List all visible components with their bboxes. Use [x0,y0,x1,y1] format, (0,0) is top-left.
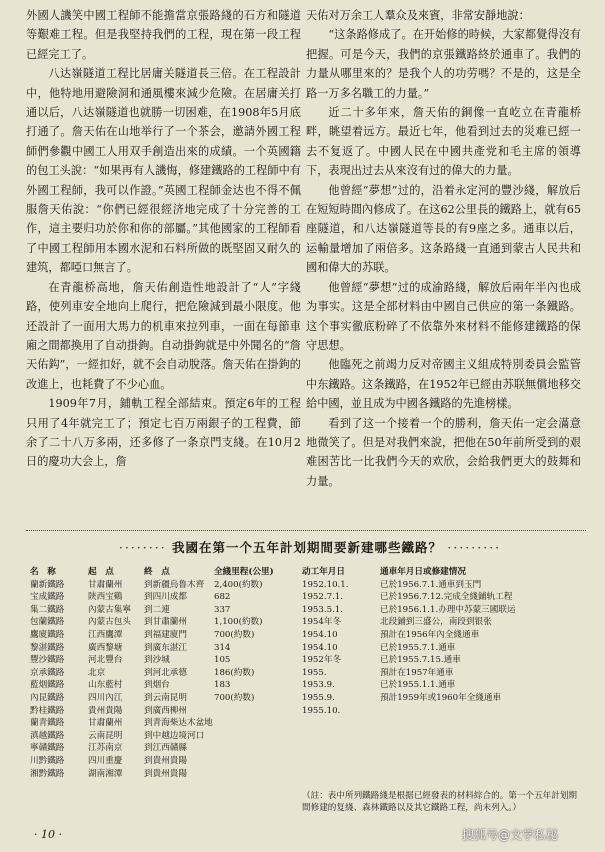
line-length: 337 [214,604,231,615]
table-row [30,629,590,642]
paragraph: 天佑对万余工人羣众及來賓，非常安靜地說： [306,9,530,22]
status: 已於1955.7.15.通車 [380,655,461,666]
table-row [30,679,590,692]
end-point: 到沙城 [144,655,170,666]
line-length: 183 [214,680,231,691]
end-point: 到中越边境河口 [144,730,205,741]
end-point: 到福建廈門 [144,629,187,640]
line-length: 2,400(約数) [214,579,263,590]
railway-name: 鷹廈鐵路 [30,629,65,640]
railway-name: 蘭新鐵路 [30,579,65,590]
table-row [30,604,590,617]
line-length: 682 [214,592,231,603]
paragraph: 他臨死之前竭力反对帝國主义組成特別委員会監管中东鐵路。这条鐵路，在1952年已經由苏联無償地移交給中國，並且成为中國各鐵路的先進榜樣。 [306,358,581,411]
railway-name: 滇越鐵路 [30,730,65,741]
status: 預計1959年或1960年全綫通車 [380,692,502,703]
end-point: 到河北承德 [144,667,187,678]
left-column [26,6,301,472]
railway-name: 內昆鐵路 [30,692,65,703]
table-row [30,616,590,629]
start-date: 1954年冬 [302,617,342,628]
title-dots-left: ········ [118,540,167,555]
railway-name: 蘭青鐵路 [30,718,65,729]
title-dots-right: ········· [447,540,502,555]
status: 已於1956.7.1.通車到玉門 [380,579,482,590]
paragraph: 八达嶺隧道工程比居庸关隧道長三倍。在工程設計中，他特地用避險洞和通風樓來減少危險。在居庸关打通以后，八达嶺隧道也就勝一切困难，在1908年5月底打通了。詹天佑在山地举行了一个茶会，邀請外國工程師們參觀中國工人用双手創造出來的成績。一个英國籍的包工头說：“如果再有人譏悔，修建鐵路的工程師中有外國工程師，我可以作證。”英國工程師金达也不得不佩服詹天佑說：“你們已經很經济地完成了十分完善的工作，這主要归功於你和你的部屬。”其他國家的工程師看了中國工程師用本國水泥和石料所做的既堅固又耐久的建筑，都啞口無言了。 [26,67,301,275]
start-point: 內蒙古包头 [88,617,131,628]
right-column [306,6,581,491]
line-length: 1,100(約数) [214,617,263,628]
railway-name: 豐沙鐵路 [30,655,65,666]
end-point: 到新疆烏鲁木齊 [144,579,205,590]
line-length: 105 [214,655,231,666]
railway-name: 川黔鐵路 [30,755,65,766]
railway-table [30,566,590,780]
start-date: 1953.9. [302,680,335,691]
end-point: 到廣西柳州 [144,705,187,716]
paragraph: 他曾經“夢想”过的成渝路綫，解放后兩年半內也成为事实。这是全部材料由中國自己供应的第一条鐵路。这个事实徹底粉碎了不依靠外來材料不能修建鐵路的保守思想。 [306,280,581,352]
end-point: 到烟台 [144,680,170,691]
end-point: 到貴州貴陽 [144,755,187,766]
table-row [30,692,590,705]
start-date: 1955. [302,667,327,678]
start-point: 江苏南京 [88,743,123,754]
railway-name: 湘黔鐵路 [30,768,65,779]
header-start: 起 点 [88,567,114,577]
table-row [30,768,590,781]
paragraph: 近二十多年來，詹天佑的銅像一直屹立在青龍桥畔，眺望着远方。最近七年，他看到过去的災难已經一去不复返了。中國人民在中國共產党和毛主席的領導下，表現出过去从來沒有过的偉大的力量。 [306,106,581,178]
status: 已於1956.1.1.办理中苏蒙三國联运 [380,604,516,615]
start-date: 1954.10 [302,642,338,653]
end-point: 到云南昆明 [144,692,187,703]
end-point: 到青海柴达木盆地 [144,718,213,729]
start-point: 河北豐台 [88,655,123,666]
header-length: 全綫里程(公里) [214,567,274,577]
table-title [30,538,590,556]
line-length: 314 [214,642,231,653]
start-point: 陝西宝鷄 [88,592,123,603]
start-point: 四川重慶 [88,755,123,766]
start-point: 湖南湘潭 [88,768,123,779]
end-point: 到四川成都 [144,592,187,603]
header-status: 通車年月日或修建情况 [380,567,466,577]
start-date: 1952年冬 [302,655,342,666]
status: 已於1956.7.12.完成全綫鋪轨工程 [380,592,513,603]
header-start-date: 动工年月日 [302,567,345,577]
status: 北段鋪到三盛公，南段到银张 [380,617,492,628]
line-length: 186(約数) [214,667,255,678]
paragraph: 1909年7月，鋪軌工程全部結束。預定6年的工程只用了4年就完工了；預定七百万兩銀子的工程費，節余了二十八万多兩，还多修了一条京門支綫。在10月2日的慶功大会上，詹 [26,397,301,469]
status: 預計在1957年通車 [380,667,454,678]
paragraph: 看到了这一个接着一个的勝利，詹天佑一定会滿意地微笑了。但是对我們來說，把他在50年前所受到的艰难困苦比一比我們今天的欢欣，会給我們更大的鼓舞和力量。 [306,416,581,488]
table-row [30,667,590,680]
table-row [30,642,590,655]
start-point: 江西鷹潭 [88,629,123,640]
paragraph: 外國人譏笑中國工程師不能擔當京張路綫的石方和隧道等艱难工程。但是我堅持我們的工程，現在第一段工程已經完工了。 [26,9,301,61]
start-point: 云南昆明 [88,730,123,741]
table-row [30,579,590,592]
section-divider [26,530,586,531]
end-point: 到江西贛縣 [144,743,187,754]
start-point: 四川內江 [88,692,123,703]
table-row [30,730,590,743]
table-row [30,755,590,768]
railway-name: 藍烟鐵路 [30,680,65,691]
paragraph: 在青龍桥高地，詹天佑創造性地設計了“人”字綫路，使列車安全地向上爬行，把危險減到最小限度。他还設計了一面用大馬力的机車來拉列車，一面在每節車廂之間都換用了自动掛鉤。自动掛鉤就是中外聞名的“詹天佑鈎”，一經扣好，就不会自动脫落。詹天佑在掛鉤的改進上，也耗費了不少心血。 [26,280,301,391]
start-point: 山东藍村 [88,680,123,691]
railway-name: 宝成鐵路 [30,592,65,603]
table-row [30,705,590,718]
start-date: 1953.5.1. [302,604,344,615]
start-date: 1952.7.1. [302,592,344,603]
start-point: 甘肅蘭州 [88,718,123,729]
start-date: 1954.10 [302,629,338,640]
end-point: 到貴州貴陽 [144,768,187,779]
table-title-text: 我國在第一个五年計划期間要新建哪些鐵路？ [172,540,443,555]
paragraph: “这条路修成了。在开始修的時候，大家都覺得沒有把握。可是今天，我們的京張鐵路終於通車了。我們的力量从哪里來的？是我个人的功劳嗎？不是的，这是全路一万多名職工的力量。” [306,28,581,100]
line-length: 700(約数) [214,692,255,703]
table-row [30,742,590,755]
end-point: 到二連 [144,604,170,615]
start-point: 甘肅蘭州 [88,579,123,590]
status: 已於1955.1.1.通車 [380,680,456,691]
railway-name: 集二鐵路 [30,604,65,615]
start-point: 廣西黎塘 [88,642,123,653]
status: 預計在1956年內全綫通車 [380,629,480,640]
railway-name: 包蘭鐵路 [30,617,65,628]
page-number: · 10 · [34,828,62,841]
header-name: 名 称 [30,567,56,577]
line-length: 700(約数) [214,629,255,640]
table-row [30,591,590,604]
table-row [30,654,590,667]
end-point: 到甘肅蘭州 [144,617,187,628]
header-end: 終 点 [144,567,170,577]
railway-name: 黔桂鐵路 [30,705,65,716]
railway-name: 黎湛鐵路 [30,642,65,653]
railway-name: 寧贛鐵路 [30,743,65,754]
watermark: 搜狐号@文学私秘 [462,828,559,842]
table-note: （註：表中所列鐵路綫是根据已經發表的材料綜合的。第一个五年計划期間修建的复綫、森林鐵路以及其它鐵路工程，尚未列入。） [302,791,578,814]
start-date: 1955.9. [302,692,335,703]
start-date: 1955.10. [302,705,341,716]
start-date: 1952.10.1. [302,579,349,590]
start-point: 北京 [88,667,106,678]
table-header-row [30,566,590,579]
railway-name: 京承鐵路 [30,667,65,678]
table-row [30,717,590,730]
status: 已於1955.7.1.通車 [380,642,456,653]
paragraph: 他曾經“夢想”过的，沿着永定河的豐沙綫，解放后在短短時間內修成了。在这62公里長的鐵路上，就有65座隧道，和八达嶺隧道等長的有9座之多。通車以后，运輸量增加了兩倍多。这条路綫一直通到蒙古人民共和國和偉大的苏联。 [306,183,581,275]
start-point: 內蒙古集寧 [88,604,131,615]
end-point: 到廣东湛江 [144,642,187,653]
start-point: 貴州貴陽 [88,705,123,716]
